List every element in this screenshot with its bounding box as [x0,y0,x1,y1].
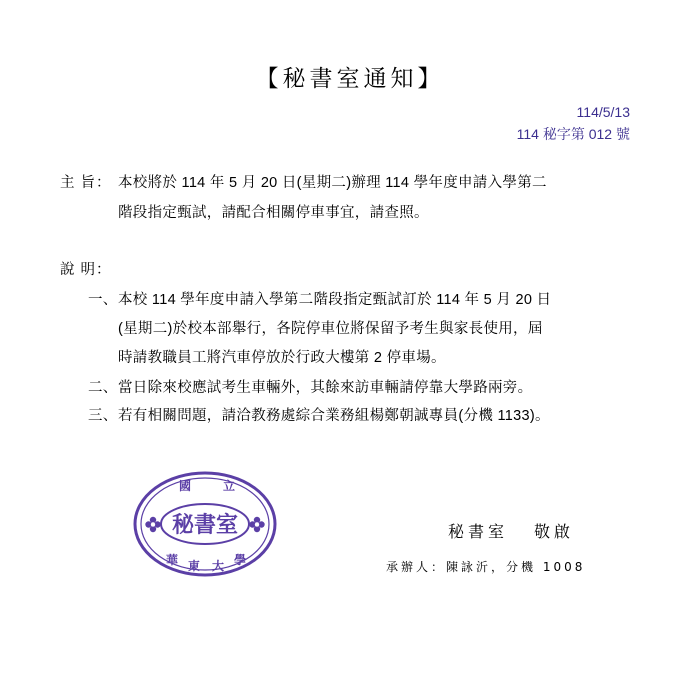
seal-center-text: 秘書室 [171,512,239,538]
item-3-line-1: 若有相關問題，請洽教務處綜合業務組楊鄭朝誠專員(分機 1133)。 [118,408,550,424]
office-seal [132,470,278,578]
seal-bottom-char-4: 學 [233,553,247,567]
subject-line-1: 本校將於 114 年 5 月 20 日(星期二)辦理 114 學年度申請入學第二 [118,175,547,191]
subject-label: 主 旨： [60,175,112,191]
item-1-line-1: 本校 114 學年度申請入學第二階段指定甄試訂於 114 年 5 月 20 日 [118,292,552,308]
signature-closing: 敬啟 [534,522,575,541]
item-1-marker: 一、 [88,292,118,308]
seal-bottom-char-2: 東 [187,559,201,573]
seal-top-char-2: 立 [222,479,236,493]
item-3-marker: 三、 [88,408,118,424]
explanation-label: 說 明： [60,262,112,278]
signature [448,519,574,542]
flower-icon-left [145,517,160,532]
seal-top-char-1: 國 [178,479,192,493]
handler-contact: 承辦人：陳詠沂，分機 1008 [386,560,586,574]
seal-bottom-char-1: 華 [165,553,179,567]
signature-office: 秘書室 [448,522,509,541]
item-2-line-1: 當日除來校應試考生車輛外，其餘來訪車輛請停靠大學路兩旁。 [118,380,533,396]
seal-bottom-char-3: 大 [211,559,225,573]
document-number: 114 秘字第 012 號 [516,126,630,142]
item-2-marker: 二、 [88,380,118,396]
flower-icon-right [249,517,264,532]
notice-title: 【秘書室通知】 [255,66,445,92]
subject-line-2: 階段指定甄試，請配合相關停車事宜，請查照。 [118,205,429,221]
item-1-line-2: (星期二)於校本部舉行，各院停車位將保留予考生與家長使用，屆 [118,321,543,337]
notice-date: 114/5/13 [576,104,630,120]
item-1-line-3: 時請教職員工將汽車停放於行政大樓第 2 停車場。 [118,350,446,366]
